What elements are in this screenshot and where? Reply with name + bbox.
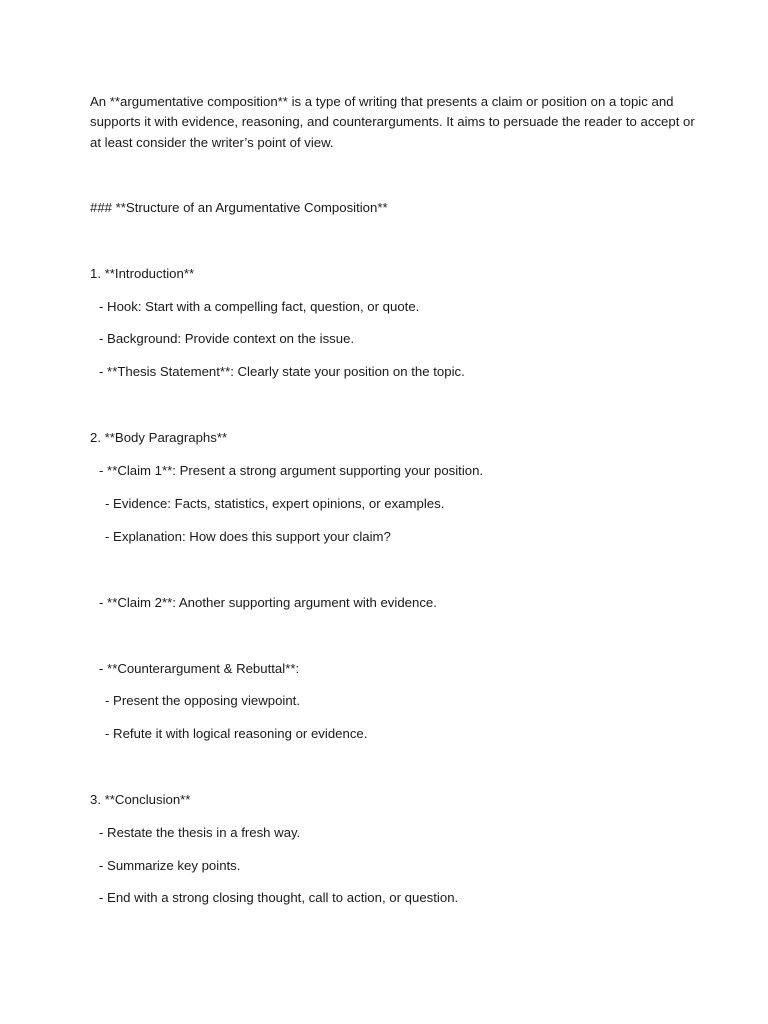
counterargument-item: - **Counterargument & Rebuttal**: — [99, 661, 300, 676]
list-subitem: - Evidence: Facts, statistics, expert opinions, or examples. — [105, 496, 445, 511]
list-item: - Restate the thesis in a fresh way. — [99, 825, 301, 840]
list-subitem: - Refute it with logical reasoning or evidence. — [105, 726, 368, 741]
intro-line: An **argumentative composition** is a type of writing that presents a claim or position on a topic and — [90, 94, 674, 109]
list-item: - Hook: Start with a compelling fact, question, or quote. — [99, 299, 420, 314]
intro-line: at least consider the writer’s point of view. — [90, 134, 334, 150]
claim-2-item: - **Claim 2**: Another supporting argument with evidence. — [99, 595, 437, 610]
claim-1-item: - **Claim 1**: Present a strong argument supporting your position. — [99, 463, 484, 478]
list-item: - Background: Provide context on the issue. — [99, 331, 355, 346]
list-subitem: - Explanation: How does this support your claim? — [105, 529, 391, 544]
conclusion-title: 3. **Conclusion** — [90, 792, 191, 807]
list-item: - End with a strong closing thought, call to action, or question. — [99, 890, 459, 905]
introduction-title: 1. **Introduction** — [90, 266, 195, 281]
list-item: - Summarize key points. — [99, 858, 241, 873]
list-subitem: - Present the opposing viewpoint. — [105, 693, 300, 708]
body-paragraphs-title: 2. **Body Paragraphs** — [90, 430, 228, 445]
intro-line: supports it with evidence, reasoning, and counterarguments. It aims to persuade the reader to accept or — [90, 114, 695, 130]
list-item: - **Thesis Statement**: Clearly state your position on the topic. — [99, 364, 465, 379]
section-heading: ### **Structure of an Argumentative Composition** — [90, 200, 388, 215]
intro-paragraph — [90, 92, 695, 153]
